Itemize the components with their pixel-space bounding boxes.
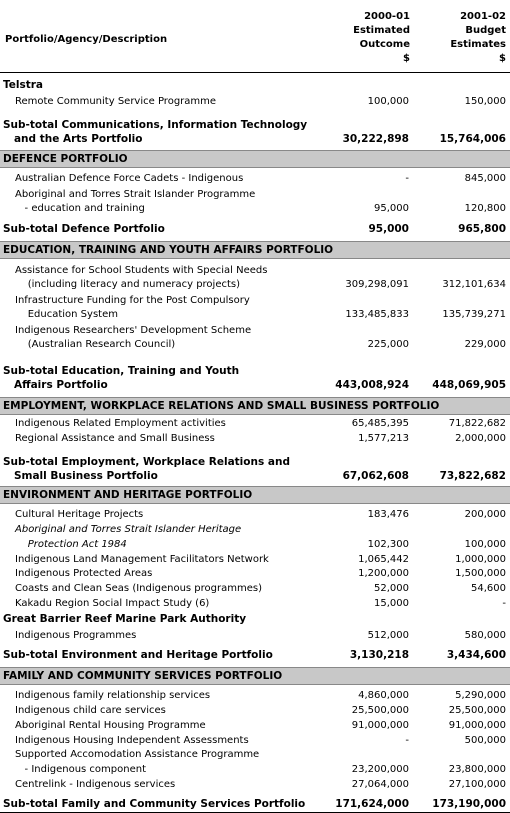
row-label: Coasts and Clean Seas (Indigenous programmes) xyxy=(15,583,263,594)
budget-estimate-value: 3,434,600 xyxy=(446,649,506,661)
budget-estimate-value: 1,000,000 xyxy=(455,554,506,565)
estimated-outcome-value: 183,476 xyxy=(367,509,409,520)
portfolio-heading xyxy=(0,241,510,259)
row-label: Protection Act 1984 xyxy=(15,539,127,550)
portfolio-heading-label: EMPLOYMENT, WORKPLACE RELATIONS AND SMALL BUSINESS PORTFOLIO xyxy=(3,400,440,412)
estimated-outcome-value: 91,000,000 xyxy=(351,720,409,731)
header-col1-line: Outcome xyxy=(359,39,410,50)
budget-estimate-value: 25,500,000 xyxy=(448,705,506,716)
budget-estimate-value: 73,822,682 xyxy=(439,470,506,482)
portfolio-heading-label: DEFENCE PORTFOLIO xyxy=(3,153,128,165)
row-label: Indigenous Protected Areas xyxy=(15,568,153,579)
estimated-outcome-value: 1,065,442 xyxy=(358,554,409,565)
estimated-outcome-value: - xyxy=(405,735,409,746)
estimated-outcome-value: 95,000 xyxy=(374,203,409,214)
row-label: Aboriginal and Torres Strait Islander Heritage xyxy=(15,524,242,535)
estimated-outcome-value: 95,000 xyxy=(368,223,409,235)
estimated-outcome-value: 1,577,213 xyxy=(358,433,409,444)
budget-estimate-value: 200,000 xyxy=(464,509,506,520)
estimated-outcome-value: 102,300 xyxy=(367,539,409,550)
portfolio-heading-label: FAMILY AND COMMUNITY SERVICES PORTFOLIO xyxy=(3,670,283,682)
row-label: - education and training xyxy=(15,203,145,214)
row-label: Sub-total Education, Training and Youth xyxy=(3,365,240,377)
estimated-outcome-value: 100,000 xyxy=(367,96,409,107)
budget-estimate-value: 845,000 xyxy=(464,173,506,184)
estimated-outcome-value: - xyxy=(405,173,409,184)
row-label: Sub-total Communications, Information Technology xyxy=(3,119,308,131)
row-label: Indigenous Related Employment activities xyxy=(15,418,226,429)
row-label: Telstra xyxy=(3,79,44,91)
budget-estimate-value: 500,000 xyxy=(464,735,506,746)
row-label: Cultural Heritage Projects xyxy=(15,509,144,520)
estimated-outcome-value: 25,500,000 xyxy=(351,705,409,716)
row-label: Sub-total Environment and Heritage Portfolio xyxy=(3,649,273,661)
estimated-outcome-value: 52,000 xyxy=(374,583,409,594)
budget-estimate-value: 5,290,000 xyxy=(455,690,506,701)
budget-estimate-value: 100,000 xyxy=(464,539,506,550)
header-col-2000-01 xyxy=(320,10,410,66)
row-label: (Australian Research Council) xyxy=(15,339,176,350)
row-label: Indigenous Housing Independent Assessments xyxy=(15,735,249,746)
budget-estimate-value: - xyxy=(502,598,506,609)
budget-estimate-value: 120,800 xyxy=(464,203,506,214)
estimated-outcome-value: 30,222,898 xyxy=(342,133,409,145)
budget-estimate-value: 173,190,000 xyxy=(432,798,506,810)
row-label: Supported Accomodation Assistance Programme xyxy=(15,749,260,760)
budget-estimate-value: 1,500,000 xyxy=(455,568,506,579)
row-label: Indigenous Land Management Facilitators Network xyxy=(15,554,269,565)
portfolio-heading xyxy=(0,486,510,504)
estimated-outcome-value: 65,485,395 xyxy=(351,418,409,429)
row-label: Assistance for School Students with Special Needs xyxy=(15,265,268,276)
row-label: Affairs Portfolio xyxy=(3,379,108,391)
estimated-outcome-value: 15,000 xyxy=(374,598,409,609)
estimated-outcome-value: 133,485,833 xyxy=(345,309,409,320)
row-label: Indigenous family relationship services xyxy=(15,690,211,701)
portfolio-heading xyxy=(0,667,510,685)
estimated-outcome-value: 171,624,000 xyxy=(335,798,409,810)
header-col-2001-02 xyxy=(416,10,506,66)
row-label: Small Business Portfolio xyxy=(3,470,158,482)
row-label: (including literacy and numeracy projects) xyxy=(15,279,241,290)
header-col2-line: Budget xyxy=(465,25,506,36)
estimated-outcome-value: 67,062,608 xyxy=(342,470,409,482)
row-label: Aboriginal and Torres Strait Islander Programme xyxy=(15,189,256,200)
estimated-outcome-value: 4,860,000 xyxy=(358,690,409,701)
row-label: Centrelink - Indigenous services xyxy=(15,779,176,790)
row-label: Infrastructure Funding for the Post Compulsory xyxy=(15,295,250,306)
budget-estimate-value: 135,739,271 xyxy=(442,309,506,320)
table-header xyxy=(0,0,510,73)
header-col2-line: Estimates xyxy=(450,39,506,50)
portfolio-heading-label: EDUCATION, TRAINING AND YOUTH AFFAIRS PORTFOLIO xyxy=(3,244,334,256)
row-label: Education System xyxy=(15,309,118,320)
header-col1-line: $ xyxy=(403,53,410,64)
budget-estimate-value: 2,000,000 xyxy=(455,433,506,444)
header-col1-line: 2000-01 xyxy=(364,11,410,22)
budget-estimate-value: 312,101,634 xyxy=(442,279,506,290)
portfolio-heading xyxy=(0,397,510,415)
row-label: Regional Assistance and Small Business xyxy=(15,433,215,444)
estimated-outcome-value: 443,008,924 xyxy=(335,379,409,391)
portfolio-heading-label: ENVIRONMENT AND HERITAGE PORTFOLIO xyxy=(3,489,253,501)
row-label: Great Barrier Reef Marine Park Authority xyxy=(3,613,247,625)
row-label: and the Arts Portfolio xyxy=(3,133,143,145)
row-label: Australian Defence Force Cadets - Indigenous xyxy=(15,173,244,184)
budget-estimate-value: 23,800,000 xyxy=(448,764,506,775)
row-label: Indigenous Programmes xyxy=(15,630,137,641)
header-description: Portfolio/Agency/Description xyxy=(5,34,168,45)
estimated-outcome-value: 512,000 xyxy=(367,630,409,641)
row-label: Aboriginal Rental Housing Programme xyxy=(15,720,206,731)
estimated-outcome-value: 225,000 xyxy=(367,339,409,350)
budget-estimate-value: 229,000 xyxy=(464,339,506,350)
budget-estimate-value: 54,600 xyxy=(471,583,506,594)
row-label: Sub-total Family and Community Services Portfolio xyxy=(3,798,306,810)
estimated-outcome-value: 23,200,000 xyxy=(351,764,409,775)
budget-estimate-value: 965,800 xyxy=(458,223,506,235)
portfolio-heading xyxy=(0,150,510,168)
row-label: Indigenous child care services xyxy=(15,705,166,716)
estimated-outcome-value: 1,200,000 xyxy=(358,568,409,579)
row-label: Remote Community Service Programme xyxy=(15,96,217,107)
budget-estimate-value: 71,822,682 xyxy=(448,418,506,429)
budget-estimate-value: 150,000 xyxy=(464,96,506,107)
budget-estimate-value: 91,000,000 xyxy=(448,720,506,731)
row-label: Sub-total Employment, Workplace Relations and xyxy=(3,456,290,468)
estimated-outcome-value: 309,298,091 xyxy=(345,279,409,290)
row-label: - Indigenous component xyxy=(15,764,146,775)
budget-estimate-value: 448,069,905 xyxy=(432,379,506,391)
header-col1-line: Estimated xyxy=(353,25,410,36)
budget-estimate-value: 15,764,006 xyxy=(439,133,506,145)
estimated-outcome-value: 3,130,218 xyxy=(349,649,409,661)
estimated-outcome-value: 27,064,000 xyxy=(351,779,409,790)
budget-estimate-value: 27,100,000 xyxy=(448,779,506,790)
row-label: Sub-total Defence Portfolio xyxy=(3,223,165,235)
row-label: Indigenous Researchers' Development Scheme xyxy=(15,325,252,336)
budget-estimate-value: 580,000 xyxy=(464,630,506,641)
header-col2-line: $ xyxy=(499,53,506,64)
row-label: Kakadu Region Social Impact Study (6) xyxy=(15,598,210,609)
header-col2-line: 2001-02 xyxy=(460,11,506,22)
